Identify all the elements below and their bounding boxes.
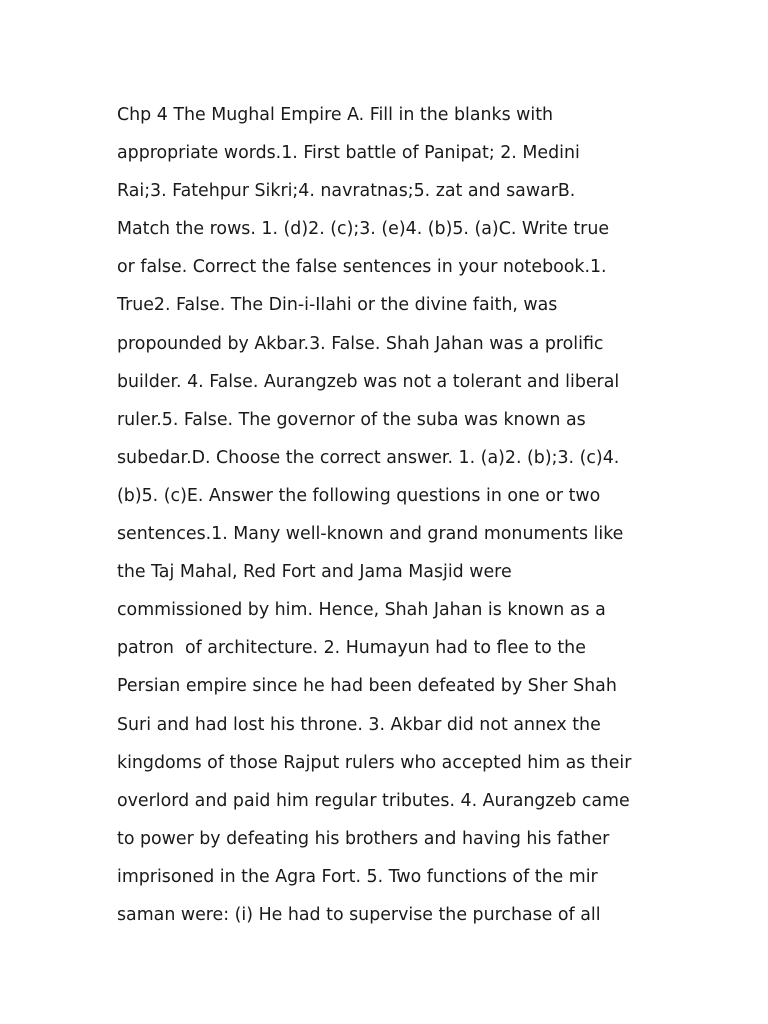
- text-line: Suri and had lost his throne. 3. Akbar did not annex the: [117, 714, 601, 735]
- text-line: patron of architecture. 2. Humayun had to flee to the: [117, 638, 586, 659]
- text-line: propounded by Akbar.3. False. Shah Jahan was a prolific: [117, 333, 604, 354]
- text-line: kingdoms of those Rajput rulers who accepted him as their: [117, 752, 632, 773]
- text-line: saman were: (i) He had to supervise the purchase of all: [117, 904, 601, 925]
- text-line: subedar.D. Choose the correct answer. 1. (a)2. (b);3. (c)4.: [117, 447, 620, 468]
- text-line: Persian empire since he had been defeated by Sher Shah: [117, 676, 617, 697]
- text-line: ruler.5. False. The governor of the suba was known as: [117, 409, 586, 430]
- text-line: builder. 4. False. Aurangzeb was not a tolerant and liberal: [117, 371, 620, 392]
- text-line: sentences.1. Many well-known and grand monuments like: [117, 524, 624, 545]
- text-line: imprisoned in the Agra Fort. 5. Two functions of the mir: [117, 866, 598, 887]
- text-line: or false. Correct the false sentences in your notebook.1.: [117, 257, 607, 278]
- text-line: to power by defeating his brothers and having his father: [117, 828, 610, 849]
- text-line: Chp 4 The Mughal Empire A. Fill in the blanks with: [117, 105, 554, 125]
- document-text: [117, 96, 717, 934]
- text-line: (b)5. (c)E. Answer the following questions in one or two: [117, 485, 601, 506]
- text-line: Match the rows. 1. (d)2. (c);3. (e)4. (b)5. (a)C. Write true: [117, 219, 610, 240]
- text-line: Rai;3. Fatehpur Sikri;4. navratnas;5. zat and sawarB.: [117, 181, 576, 202]
- text-line: commissioned by him. Hence, Shah Jahan is known as a: [117, 600, 606, 621]
- text-line: the Taj Mahal, Red Fort and Jama Masjid were: [117, 562, 512, 583]
- text-line: overlord and paid him regular tributes. 4. Aurangzeb came: [117, 790, 630, 811]
- text-line: appropriate words.1. First battle of Panipat; 2. Medini: [117, 143, 580, 164]
- text-line: True2. False. The Din-i-Ilahi or the divine faith, was: [117, 295, 558, 316]
